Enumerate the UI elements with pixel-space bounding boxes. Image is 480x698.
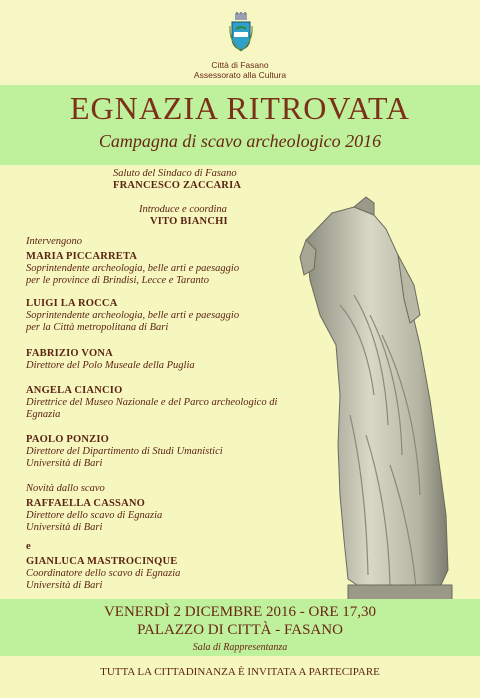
moderator-name: VITO BIANCHI (150, 216, 228, 227)
speaker-name: LUIGI LA ROCCA (26, 298, 118, 309)
city-crest-icon (229, 12, 253, 52)
excavation-name: GIANLUCA MASTROCINQUE (26, 556, 178, 567)
event-subtitle: Campagna di scavo archeologico 2016 (98, 131, 382, 151)
news-label: Novità dallo scavo (26, 483, 105, 494)
speaker-role: per le province di Brindisi, Lecce e Taranto (26, 275, 209, 286)
event-title: EGNAZIA RITROVATA (69, 90, 411, 126)
speaker-role: Direttore del Polo Museale della Puglia (26, 360, 195, 371)
speaker-role: Soprintendente archeologia, belle arti e paesaggio (26, 263, 240, 274)
excavation-name: RAFFAELLA CASSANO (26, 498, 146, 509)
speaker-role: Direttore del Dipartimento di Studi Umanistici (26, 446, 223, 457)
excavation-role: Università di Bari (26, 522, 103, 533)
event-room: Sala di Rappresentanza (192, 642, 288, 653)
speaker-role: per la Città metropolitana di Bari (26, 322, 169, 333)
speaker-name: FABRIZIO VONA (26, 348, 113, 359)
event-date: VENERDÌ 2 DICEMBRE 2016 - ORE 17,30 (103, 604, 377, 620)
statue-image (270, 195, 470, 615)
speakers-label: Intervengono (26, 236, 82, 247)
speaker-name: MARIA PICCARRETA (26, 251, 138, 262)
office-name: Assessorato alla Cultura (193, 70, 287, 80)
excavation-role: Direttore dello scavo di Egnazia (26, 510, 163, 521)
invitation-footer: TUTTA LA CITTADINANZA È INVITATA A PARTECIPARE (100, 666, 380, 678)
excavation-role: Università di Bari (26, 580, 103, 591)
city-name: Città di Fasano (211, 60, 269, 70)
greeting-label: Saluto del Sindaco di Fasano (113, 168, 237, 179)
speaker-role: Direttrice del Museo Nazionale e del Parco archeologico di (26, 397, 278, 408)
moderator-label: Introduce e coordina (139, 204, 227, 215)
speaker-role: Soprintendente archeologia, belle arti e paesaggio (26, 310, 240, 321)
speaker-name: PAOLO PONZIO (26, 434, 110, 445)
speaker-name: ANGELA CIANCIO (26, 385, 123, 396)
excavation-role: Coordinatore dello scavo di Egnazia (26, 568, 181, 579)
event-venue: PALAZZO DI CITTÀ - FASANO (137, 622, 343, 638)
greeting-name: FRANCESCO ZACCARIA (113, 180, 242, 191)
speaker-role: Egnazia (26, 409, 61, 420)
conjunction: e (26, 541, 31, 552)
speaker-role: Università di Bari (26, 458, 103, 469)
